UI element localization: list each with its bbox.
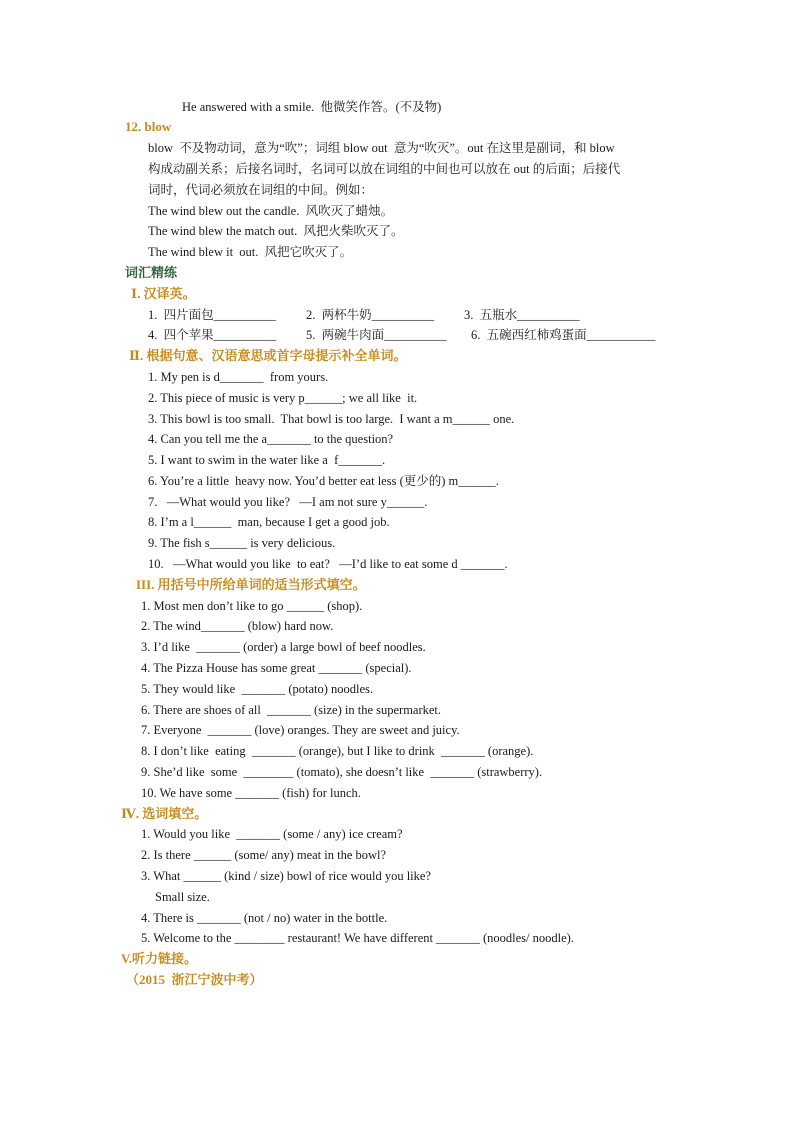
translation-item: 6. 五碗西红柿鸡蛋面___________ [471, 328, 656, 342]
fill-word-item: 9. The fish s______ is very delicious. [148, 536, 336, 550]
word-form-item: 9. She’d like some ________ (tomato), she doesn’t like _______ (strawberry). [141, 765, 543, 779]
translation-item: 1. 四片面包__________ [148, 308, 277, 322]
choose-word-answer: Small size. [155, 890, 210, 904]
example-sentence: He answered with a smile. 他微笑作答。(不及物) [182, 100, 442, 114]
vocab-practice-title: 词汇精练 [125, 265, 178, 280]
blow-explanation-line-2: 构成动副关系；后接名词时，名词可以放在词组的中间也可以放在 out 的后面；后接代 [148, 162, 621, 176]
choose-word-item: 3. What ______ (kind / size) bowl of rice would you like? [141, 869, 431, 883]
word-form-item: 1. Most men don’t like to go ______ (shop). [141, 599, 363, 613]
word-form-item: 8. I don’t like eating _______ (orange), but I like to drink _______ (orange). [141, 744, 534, 758]
word-form-item: 7. Everyone _______ (love) oranges. They are sweet and juicy. [141, 723, 460, 737]
choose-word-item: 5. Welcome to the ________ restaurant! We have different _______ (noodles/ noodle). [141, 931, 574, 945]
fill-word-item: 10. —What would you like to eat? —I’d like to eat some d _______. [148, 557, 508, 571]
section-3-title: III. 用括号中所给单词的适当形式填空。 [136, 577, 366, 592]
choose-word-item: 2. Is there ______ (some/ any) meat in the bowl? [141, 848, 387, 862]
word-form-item: 6. There are shoes of all _______ (size) in the supermarket. [141, 703, 442, 717]
section-2-title: Ⅱ. 根据句意、汉语意思或首字母提示补全单词。 [129, 348, 407, 363]
translation-item: 5. 两碗牛肉面__________ [306, 328, 447, 342]
exam-source: （2015 浙江宁波中考） [126, 972, 263, 987]
word-form-item: 5. They would like _______ (potato) noodles. [141, 682, 374, 696]
fill-word-item: 7. —What would you like? —I am not sure y______. [148, 495, 428, 509]
blow-explanation-line-1: blow 不及物动词，意为“吹”；词组 blow out 意为“吹灭”。out 在这里是副词，和 blow [148, 141, 615, 155]
fill-word-item: 5. I want to swim in the water like a f_______. [148, 453, 386, 467]
section-4-title: Ⅳ. 选词填空。 [121, 806, 208, 821]
fill-word-item: 8. I’m a l______ man, because I get a good job. [148, 515, 390, 529]
fill-word-item: 2. This piece of music is very p______; we all like it. [148, 391, 418, 405]
translation-item: 3. 五瓶水__________ [464, 308, 580, 322]
example-line: The wind blew the match out. 风把火柴吹灭了。 [148, 224, 404, 238]
fill-word-item: 1. My pen is d_______ from yours. [148, 370, 329, 384]
word-form-item: 3. I’d like _______ (order) a large bowl of beef noodles. [141, 640, 426, 654]
heading-blow: 12. blow [125, 119, 172, 134]
choose-word-item: 1. Would you like _______ (some / any) ice cream? [141, 827, 403, 841]
choose-word-item: 4. There is _______ (not / no) water in the bottle. [141, 911, 388, 925]
fill-word-item: 3. This bowl is too small. That bowl is too large. I want a m______ one. [148, 412, 515, 426]
translation-item: 4. 四个苹果__________ [148, 328, 277, 342]
blow-explanation-line-3: 词时，代词必须放在词组的中间。例如： [148, 183, 374, 197]
fill-word-item: 6. You’re a little heavy now. You’d better eat less (更少的) m______. [148, 474, 499, 488]
section-1-title: Ⅰ. 汉译英。 [131, 286, 196, 301]
translation-item: 2. 两杯牛奶__________ [306, 308, 435, 322]
word-form-item: 2. The wind_______ (blow) hard now. [141, 619, 334, 633]
word-form-item: 4. The Pizza House has some great _______ (special). [141, 661, 412, 675]
example-line: The wind blew it out. 风把它吹灭了。 [148, 245, 353, 259]
word-form-item: 10. We have some _______ (fish) for lunch. [141, 786, 361, 800]
fill-word-item: 4. Can you tell me the a_______ to the question? [148, 432, 394, 446]
example-line: The wind blew out the candle. 风吹灭了蜡烛。 [148, 204, 394, 218]
section-5-title: V.听力链接。 [121, 951, 197, 966]
